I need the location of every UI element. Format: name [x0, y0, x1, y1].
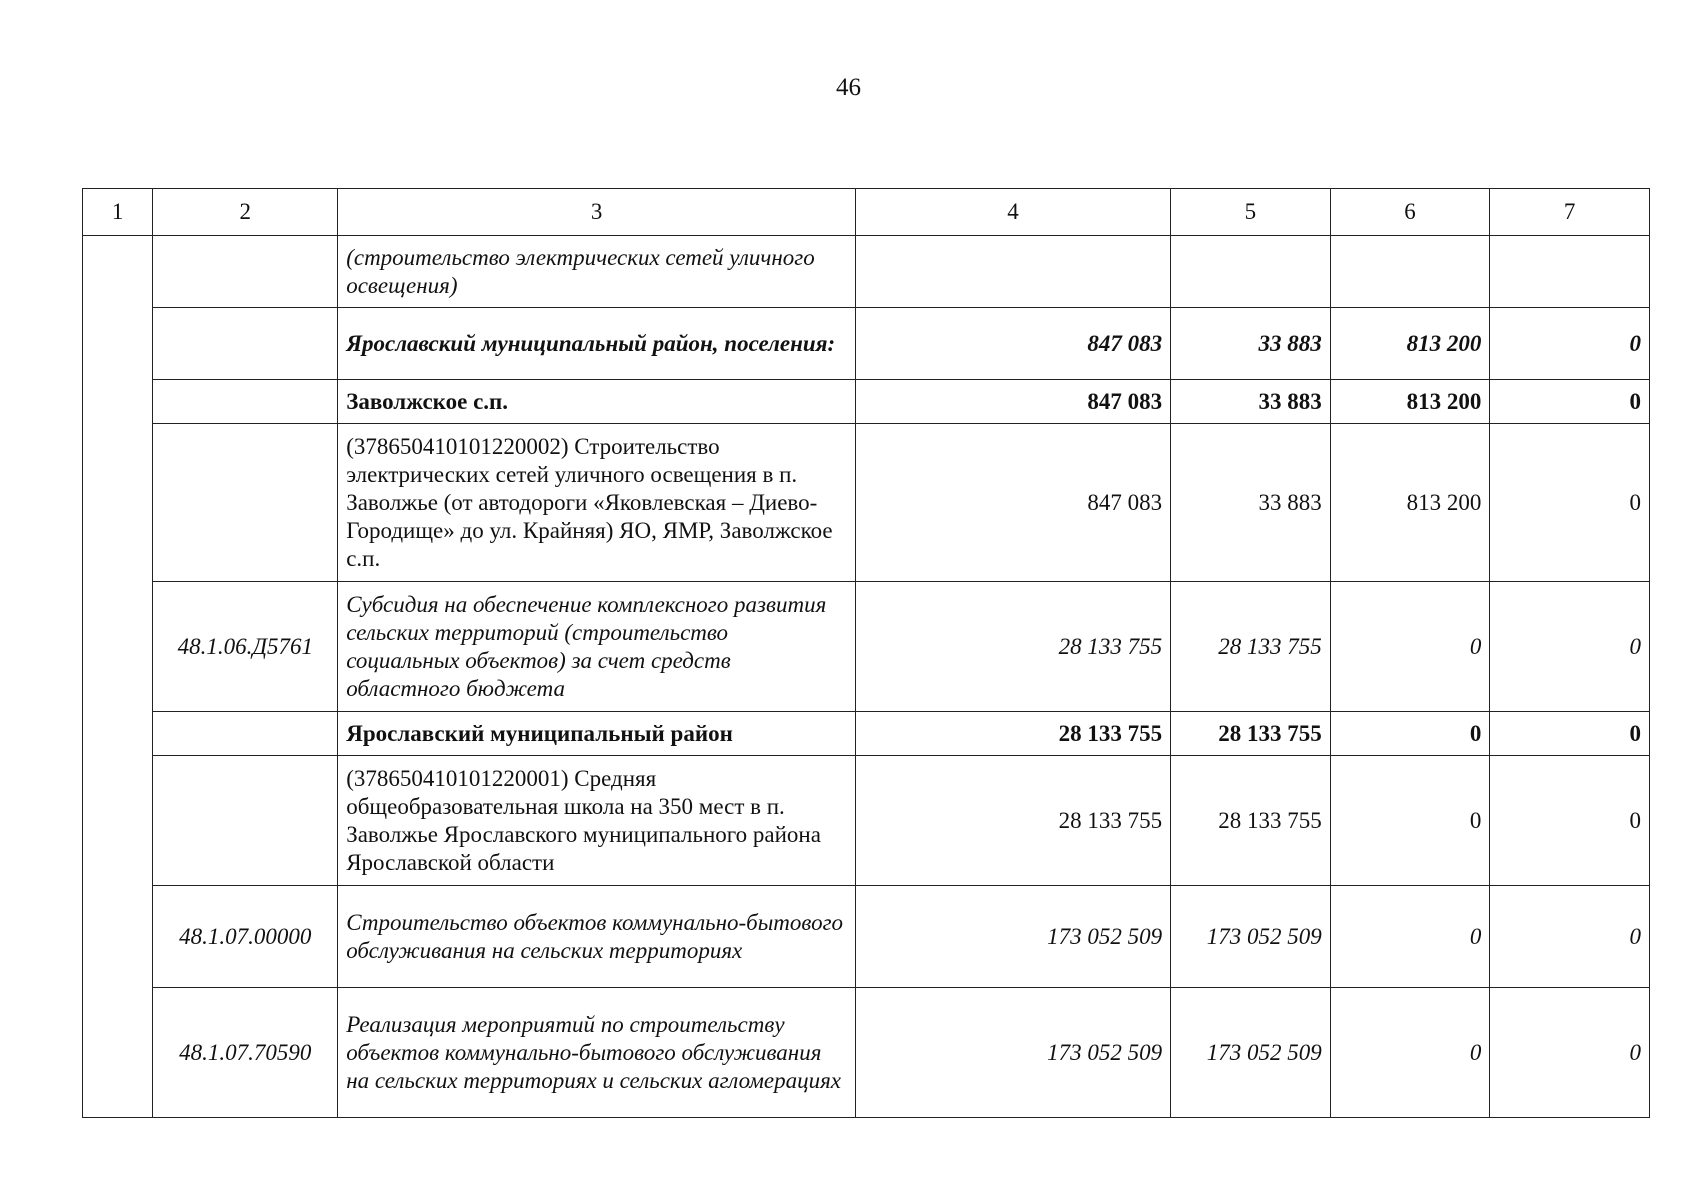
header-col-1: 1: [83, 189, 153, 236]
header-col-7: 7: [1490, 189, 1650, 236]
cell-name: Строительство объектов коммунально-бытового обслуживания на сельских территориях: [338, 886, 856, 988]
cell-code: 48.1.07.00000: [153, 886, 338, 988]
header-col-3: 3: [338, 189, 856, 236]
cell-col-1: [83, 582, 153, 712]
cell-col-6: 0: [1330, 756, 1490, 886]
cell-col-1: [83, 424, 153, 582]
cell-code: [153, 236, 338, 308]
cell-col-5: 33 883: [1171, 308, 1331, 380]
cell-col-6: 813 200: [1330, 380, 1490, 424]
cell-col-4: 847 083: [855, 424, 1170, 582]
cell-col-6: 0: [1330, 988, 1490, 1118]
cell-code: 48.1.07.70590: [153, 988, 338, 1118]
cell-col-7: 0: [1490, 988, 1650, 1118]
cell-name: Реализация мероприятий по строительству объектов коммунально-бытового обслуживания на сельских территориях и сельских агломерациях: [338, 988, 856, 1118]
cell-name: Субсидия на обеспечение комплексного развития сельских территорий (строительство социальных объектов) за счет средств областного бюджета: [338, 582, 856, 712]
cell-name: (378650410101220002) Строительство электрических сетей уличного освещения в п. Заволжье (от автодороги «Яковлевская – Диево-Городище» до ул. Крайняя) ЯО, ЯМР, Заволжское с.п.: [338, 424, 856, 582]
cell-code: [153, 756, 338, 886]
page-number: 46: [836, 74, 861, 101]
cell-col-7: [1490, 236, 1650, 308]
cell-col-4: 28 133 755: [855, 756, 1170, 886]
cell-col-7: 0: [1490, 582, 1650, 712]
cell-name: (378650410101220001) Средняя общеобразовательная школа на 350 мест в п. Заволжье Ярославского муниципального района Ярославской области: [338, 756, 856, 886]
cell-code: [153, 424, 338, 582]
header-col-6: 6: [1330, 189, 1490, 236]
cell-col-5: 28 133 755: [1171, 756, 1331, 886]
cell-col-5: 173 052 509: [1171, 886, 1331, 988]
table-row: [83, 308, 1650, 380]
cell-col-4: 28 133 755: [855, 582, 1170, 712]
cell-col-6: [1330, 236, 1490, 308]
header-row: [83, 189, 1650, 236]
cell-col-6: 0: [1330, 582, 1490, 712]
header-col-2: 2: [153, 189, 338, 236]
cell-col-6: 813 200: [1330, 308, 1490, 380]
cell-col-4: [855, 236, 1170, 308]
table-row: [83, 582, 1650, 712]
cell-col-4: 173 052 509: [855, 886, 1170, 988]
header-col-4: 4: [855, 189, 1170, 236]
cell-col-5: 173 052 509: [1171, 988, 1331, 1118]
cell-col-6: 0: [1330, 712, 1490, 756]
table-row: [83, 712, 1650, 756]
header-col-5: 5: [1171, 189, 1331, 236]
cell-col-5: 33 883: [1171, 424, 1331, 582]
cell-name: (строительство электрических сетей уличного освещения): [338, 236, 856, 308]
cell-code: 48.1.06.Д5761: [153, 582, 338, 712]
table-row: [83, 756, 1650, 886]
cell-col-1: [83, 756, 153, 886]
cell-col-4: 173 052 509: [855, 988, 1170, 1118]
cell-col-1: [83, 886, 153, 988]
cell-col-7: 0: [1490, 756, 1650, 886]
cell-col-1: [83, 380, 153, 424]
table-row: [83, 886, 1650, 988]
cell-col-5: [1171, 236, 1331, 308]
cell-col-1: [83, 988, 153, 1118]
cell-name: Ярославский муниципальный район: [338, 712, 856, 756]
cell-col-1: [83, 308, 153, 380]
table-row: [83, 988, 1650, 1118]
cell-code: [153, 308, 338, 380]
cell-col-4: 28 133 755: [855, 712, 1170, 756]
cell-col-7: 0: [1490, 424, 1650, 582]
cell-code: [153, 712, 338, 756]
cell-col-5: 28 133 755: [1171, 582, 1331, 712]
cell-col-1: [83, 236, 153, 308]
cell-col-7: 0: [1490, 712, 1650, 756]
cell-col-6: 813 200: [1330, 424, 1490, 582]
cell-name: Заволжское с.п.: [338, 380, 856, 424]
cell-col-1: [83, 712, 153, 756]
cell-name: Ярославский муниципальный район, поселения:: [338, 308, 856, 380]
table-row: [83, 236, 1650, 308]
cell-col-4: 847 083: [855, 308, 1170, 380]
cell-col-6: 0: [1330, 886, 1490, 988]
cell-col-5: 33 883: [1171, 380, 1331, 424]
cell-col-5: 28 133 755: [1171, 712, 1331, 756]
table-row: [83, 424, 1650, 582]
cell-col-4: 847 083: [855, 380, 1170, 424]
cell-code: [153, 380, 338, 424]
cell-col-7: 0: [1490, 308, 1650, 380]
table-row: [83, 380, 1650, 424]
cell-col-7: 0: [1490, 380, 1650, 424]
budget-table: [82, 188, 1650, 1118]
cell-col-7: 0: [1490, 886, 1650, 988]
